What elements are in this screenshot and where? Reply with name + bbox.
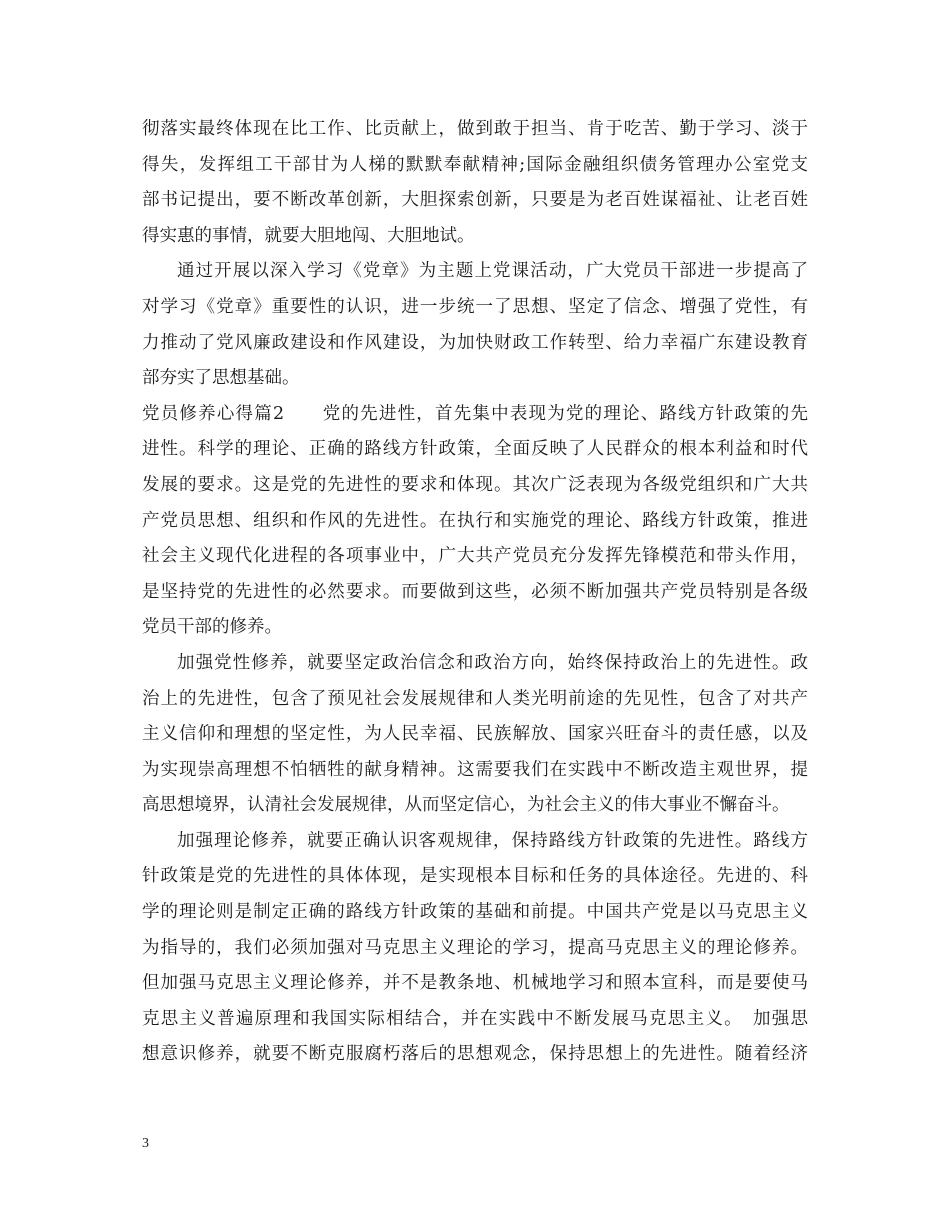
- text-line: 加强理论修养，就要正确认识客观规律，保持路线方针政策的先进性。路线方: [177, 830, 808, 851]
- text-line: 社会主义现代化进程的各项事业中，广大共产党员充分发挥先锋模范和带头作用，: [142, 546, 808, 567]
- text-line: 彻落实最终体现在比工作、比贡献上，做到敢于担当、肯于吃苦、勤于学习、淡于: [142, 119, 808, 139]
- text-line: 力推动了党风廉政建设和作风建设，为加快财政工作转型、给力幸福广东建设教育: [142, 332, 808, 353]
- text-line: 对学习《党章》重要性的认识，进一步统一了思想、坚定了信念、增强了党性，有: [142, 296, 808, 317]
- text-line: 党员修养心得篇2 党的先进性，首先集中表现为党的理论、路线方针政策的先: [142, 403, 808, 424]
- text-line: 为指导的，我们必须加强对马克思主义理论的学习，提高马克思主义的理论修养。: [142, 937, 808, 958]
- text-line: 进性。科学的理论、正确的路线方针政策，全面反映了人民群众的根本利益和时代: [142, 439, 808, 460]
- text-line: 针政策是党的先进性的具体体现，是实现根本目标和任务的具体途径。先进的、科: [142, 866, 808, 887]
- text-line: 克思主义普遍原理和我国实际相结合，并在实践中不断发展马克思主义。 加强思: [142, 1008, 808, 1029]
- text-line: 为实现崇高理想不怕牺牲的献身精神。这需要我们在实践中不断改造主观世界，提: [142, 759, 808, 780]
- text-line: 但加强马克思主义理论修养，并不是教条地、机械地学习和照本宣科，而是要使马: [142, 973, 808, 994]
- text-line: 是坚持党的先进性的必然要求。而要做到这些，必须不断加强共产党员特别是各级: [142, 581, 808, 602]
- text-line: 产党员思想、组织和作风的先进性。在执行和实施党的理论、路线方针政策，推进: [142, 510, 808, 531]
- text-line: 想意识修养，就要不断克服腐朽落后的思想观念，保持思想上的先进性。随着经济: [142, 1044, 808, 1065]
- text-line: 高思想境界，认清社会发展规律，从而坚定信心，为社会主义的伟大事业不懈奋斗。: [142, 795, 790, 816]
- text-line: 部夯实了思想基础。: [142, 368, 300, 389]
- text-line: 通过开展以深入学习《党章》为主题上党课活动，广大党员干部进一步提高了: [177, 261, 808, 282]
- text-line: 得失，发挥组工干部甘为人梯的默默奉献精神;国际金融组织债务管理办公室党支: [142, 154, 808, 175]
- text-line: 加强党性修养，就要坚定政治信念和政治方向，始终保持政治上的先进性。政: [177, 652, 808, 673]
- text-line: 部书记提出，要不断改革创新，大胆探索创新，只要是为老百姓谋福祉、让老百姓: [142, 190, 808, 211]
- text-line: 得实惠的事情，就要大胆地闯、大胆地试。: [142, 225, 475, 246]
- document-body: [142, 112, 808, 1073]
- text-line: 发展的要求。这是党的先进性的要求和体现。其次广泛表现为各级党组织和广大共: [142, 474, 808, 495]
- text-line: 主义信仰和理想的坚定性，为人民幸福、民族解放、国家兴旺奋斗的责任感，以及: [142, 724, 808, 745]
- text-line: 治上的先进性，包含了预见社会发展规律和人类光明前途的先见性，包含了对共产: [142, 688, 808, 709]
- page-number: 3: [142, 1136, 149, 1151]
- text-line: 党员干部的修养。: [142, 617, 282, 638]
- text-line: 学的理论则是制定正确的路线方针政策的基础和前提。中国共产党是以马克思主义: [142, 902, 808, 923]
